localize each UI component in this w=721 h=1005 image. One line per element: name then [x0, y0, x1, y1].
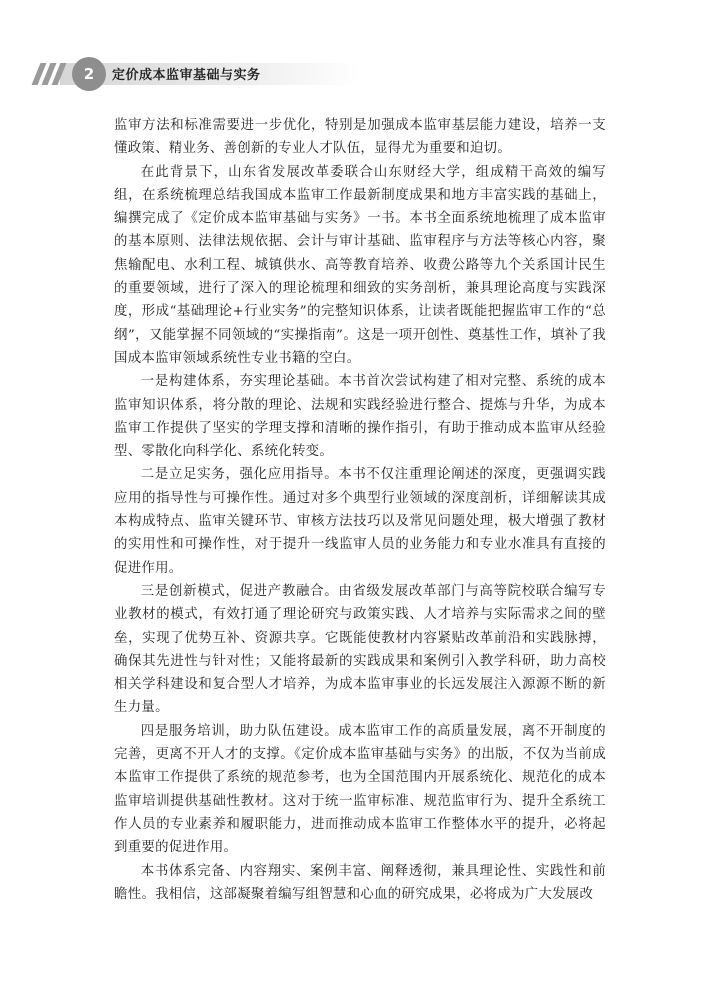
paragraph: 二是立足实务，强化应用指导。本书不仅注重理论阐述的深度，更强调实践应用的指导性与可操作性。通过对多个典型行业领域的深度剖析，详细解读其成本构成特点、监审关键环节、审核方法技巧以及常见问题处理，极大增强了教材的实用性和可操作性，对于提升一线监审人员的业务能力和专业水准具有直接的促进作用。 [114, 467, 606, 576]
page-number: 2 [72, 57, 106, 91]
book-title: 定价成本监审基础与实务 [112, 68, 261, 83]
paragraph-continued: 监审方法和标准需要进一步优化，特别是加强成本监审基层能力建设，培养一支懂政策、精业务、善创新的专业人才队伍，显得尤为重要和迫切。 [114, 118, 606, 157]
paragraph: 三是创新模式，促进产教融合。由省级发展改革部门与高等院校联合编写专业教材的模式，有效打通了理论研究与政策实践、人才培养与实际需求之间的壁垒，实现了优势互补、资源共享。它既能使教材内容紧贴改革前沿和实践脉搏，确保其先进性与针对性；又能将最新的实践成果和案例引入教学科研，助力高校相关学科建设和复合型人才培养，为成本监审事业的长远发展注入源源不断的新生力量。 [114, 583, 606, 716]
paragraph: 四是服务培训，助力队伍建设。成本监审工作的高质量发展，离不开制度的完善，更离不开人才的支撑。《定价成本监审基础与实务》的出版，不仅为当前成本监审工作提供了系统的规范参考，也为全国范围内开展系统化、规范化的成本监审培训提供基础性教材。这对于统一监审标准、规范监审行为、提升全系统工作人员的专业素养和履职能力，进而推动成本监审工作整体水平的提升，必将起到重要的促进作用。 [114, 723, 606, 856]
body-text [114, 114, 606, 906]
paragraph: 本书体系完备、内容翔实、案例丰富、阐释透彻，兼具理论性、实践性和前瞻性。我相信，这部凝聚着编写组智慧和心血的研究成果，必将成为广大发展改 [114, 863, 606, 902]
paragraph: 在此背景下，山东省发展改革委联合山东财经大学，组成精干高效的编写组，在系统梳理总结我国成本监审工作最新制度成果和地方丰富实践的基础上，编撰完成了《定价成本监审基础与实务》一书。本书全面系统地梳理了成本监审的基本原则、法律法规依据、会计与审计基础、监审程序与方法等核心内容，聚焦输配电、水利工程、城镇供水、高等教育培养、收费公路等九个关系国计民生的重要领域，进行了深入的理论梳理和细致的实务剖析，兼具理论高度与实践深度，形成“基础理论+行业实务”的完整知识体系，让读者既能把握监审工作的“总纲”，又能掌握不同领域的“实操指南”。这是一项开创性、奠基性工作，填补了我国成本监审领域系统性专业书籍的空白。 [114, 164, 606, 366]
running-header [0, 57, 721, 95]
paragraph: 一是构建体系，夯实理论基础。本书首次尝试构建了相对完整、系统的成本监审知识体系，将分散的理论、法规和实践经验进行整合、提炼与升华，为成本监审工作提供了坚实的学理支撑和清晰的操作指引，有助于推动成本监审从经验型、零散化向科学化、系统化转变。 [114, 374, 606, 460]
